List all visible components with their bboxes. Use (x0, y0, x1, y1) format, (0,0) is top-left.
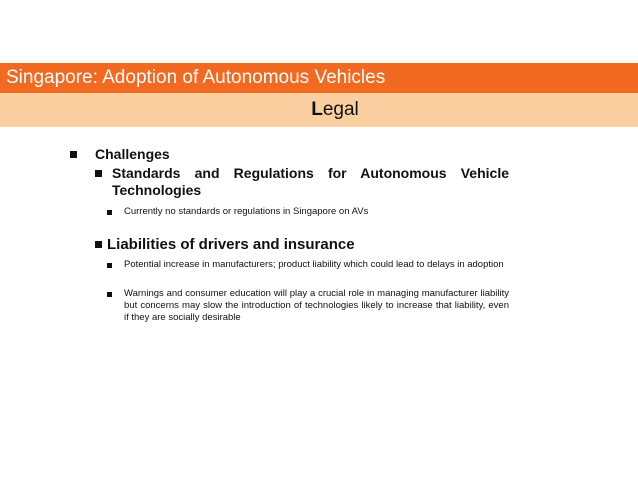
liabilities-point1: Potential increase in manufacturers; product liability which could lead to delays in adoption (124, 259, 504, 270)
subtitle-initial: L (311, 99, 323, 120)
bullet-liabilities (95, 236, 355, 253)
square-bullet-icon (107, 210, 112, 215)
standards-point: Currently no standards or regulations in Singapore on AVs (124, 206, 369, 217)
square-bullet-icon (107, 263, 112, 268)
bullet-standards-point (107, 206, 368, 218)
bullet-challenges (70, 146, 170, 163)
challenges-label: Challenges (95, 146, 170, 162)
liabilities-heading: Liabilities of drivers and insurance (107, 236, 355, 253)
square-bullet-icon (107, 292, 112, 297)
liabilities-point2: Warnings and consumer education will play a crucial role in managing manufacturer liability but concerns may slow the introduction of technologies likely to increase that liability, even if they are socially desirable (124, 288, 509, 323)
standards-heading: Standards and Regulations for Autonomous Vehicle Technologies (112, 165, 509, 198)
subtitle-rest: egal (322, 99, 359, 120)
square-bullet-icon (70, 151, 77, 158)
slide-subtitle (0, 93, 638, 127)
bullet-standards (95, 165, 509, 199)
slide-title: Singapore: Adoption of Autonomous Vehicles (0, 63, 638, 93)
bullet-liabilities-point1 (107, 259, 509, 271)
square-bullet-icon (95, 241, 102, 248)
bullet-liabilities-point2 (107, 288, 509, 324)
square-bullet-icon (95, 170, 102, 177)
